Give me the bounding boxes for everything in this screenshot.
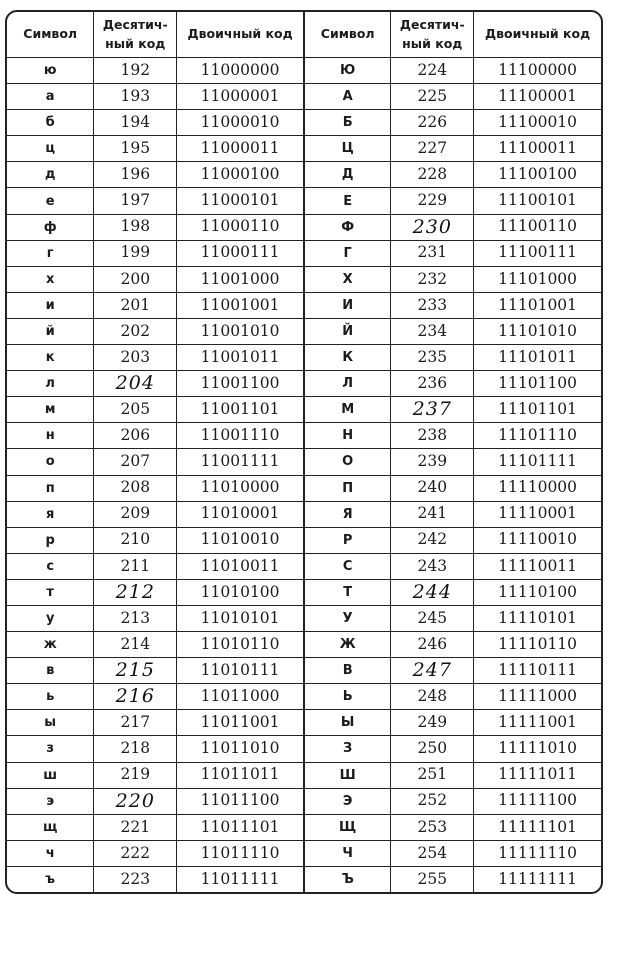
symbol-cell-right: К [304,345,391,371]
symbol-cell-left: к [7,345,94,371]
binary-cell-right: 11100000 [474,58,601,84]
symbol-cell-right: Д [304,162,391,188]
binary-cell-right: 11111000 [474,684,601,710]
binary-cell-left: 11011111 [177,866,304,892]
symbol-cell-right: Т [304,579,391,605]
decimal-cell-right: 236 [391,371,474,397]
table-row [7,84,601,110]
binary-cell-left: 11001101 [177,397,304,423]
table-row [7,475,601,501]
decimal-cell-left: 192 [94,58,177,84]
binary-cell-right: 11101110 [474,423,601,449]
table-row [7,371,601,397]
symbol-cell-right: Ж [304,632,391,658]
symbol-cell-left: ъ [7,866,94,892]
table-row [7,58,601,84]
symbol-cell-right: Б [304,110,391,136]
decimal-cell-right: 232 [391,266,474,292]
decimal-cell-right: 237 [391,397,474,423]
symbol-cell-left: и [7,292,94,318]
binary-cell-right: 11101111 [474,449,601,475]
decimal-cell-left: 204 [94,371,177,397]
decimal-cell-left: 220 [94,788,177,814]
binary-cell-right: 11110000 [474,475,601,501]
decimal-cell-left: 215 [94,658,177,684]
decimal-cell-right: 229 [391,188,474,214]
binary-cell-left: 11011100 [177,788,304,814]
binary-cell-right: 11101010 [474,318,601,344]
binary-cell-left: 11010110 [177,632,304,658]
decimal-cell-left: 198 [94,214,177,240]
symbol-cell-left: ь [7,684,94,710]
binary-cell-left: 11010000 [177,475,304,501]
decimal-cell-left: 217 [94,710,177,736]
decimal-cell-right: 250 [391,736,474,762]
binary-cell-left: 11000010 [177,110,304,136]
decimal-cell-left: 222 [94,840,177,866]
decimal-cell-right: 249 [391,710,474,736]
symbol-cell-left: е [7,188,94,214]
decimal-cell-right: 233 [391,292,474,318]
table-row [7,579,601,605]
table-row [7,632,601,658]
binary-cell-right: 11101100 [474,371,601,397]
binary-cell-left: 11001111 [177,449,304,475]
symbol-cell-right: М [304,397,391,423]
symbol-cell-left: ш [7,762,94,788]
binary-cell-left: 11010010 [177,527,304,553]
decimal-cell-left: 194 [94,110,177,136]
table-row [7,136,601,162]
symbol-cell-left: с [7,553,94,579]
decimal-cell-right: 226 [391,110,474,136]
header-symbol-right: Символ [304,12,391,58]
decimal-cell-right: 253 [391,814,474,840]
decimal-cell-right: 231 [391,240,474,266]
symbol-cell-right: Щ [304,814,391,840]
symbol-cell-right: Х [304,266,391,292]
symbol-cell-left: ж [7,632,94,658]
binary-cell-right: 11100110 [474,214,601,240]
decimal-cell-right: 251 [391,762,474,788]
decimal-cell-left: 223 [94,866,177,892]
header-symbol-left: Символ [7,12,94,58]
table-row [7,501,601,527]
table-row [7,423,601,449]
decimal-cell-right: 245 [391,605,474,631]
decimal-cell-right: 228 [391,162,474,188]
decimal-cell-right: 225 [391,84,474,110]
binary-cell-right: 11100010 [474,110,601,136]
decimal-cell-right: 234 [391,318,474,344]
symbol-cell-left: щ [7,814,94,840]
symbol-cell-right: Е [304,188,391,214]
symbol-cell-left: э [7,788,94,814]
decimal-cell-left: 201 [94,292,177,318]
symbol-cell-right: Я [304,501,391,527]
symbol-cell-right: Н [304,423,391,449]
table-row [7,110,601,136]
binary-cell-right: 11101101 [474,397,601,423]
table-row [7,736,601,762]
symbol-cell-right: Ц [304,136,391,162]
binary-cell-left: 11011000 [177,684,304,710]
symbol-cell-left: у [7,605,94,631]
decimal-cell-right: 227 [391,136,474,162]
binary-cell-left: 11001010 [177,318,304,344]
symbol-cell-left: т [7,579,94,605]
table-row [7,397,601,423]
binary-cell-right: 11111001 [474,710,601,736]
binary-cell-right: 11111101 [474,814,601,840]
binary-cell-left: 11000100 [177,162,304,188]
symbol-cell-right: Э [304,788,391,814]
decimal-cell-right: 240 [391,475,474,501]
symbol-cell-left: о [7,449,94,475]
decimal-cell-right: 252 [391,788,474,814]
binary-cell-left: 11011010 [177,736,304,762]
decimal-cell-right: 238 [391,423,474,449]
binary-cell-right: 11110100 [474,579,601,605]
table-row [7,318,601,344]
symbol-cell-left: в [7,658,94,684]
symbol-cell-left: л [7,371,94,397]
encoding-table-frame [5,10,603,894]
table-row [7,658,601,684]
symbol-cell-right: Л [304,371,391,397]
symbol-cell-left: н [7,423,94,449]
binary-cell-right: 11101000 [474,266,601,292]
decimal-cell-left: 210 [94,527,177,553]
binary-cell-right: 11100011 [474,136,601,162]
binary-cell-left: 11000011 [177,136,304,162]
symbol-cell-right: Ы [304,710,391,736]
table-row [7,840,601,866]
symbol-cell-left: п [7,475,94,501]
binary-cell-left: 11000110 [177,214,304,240]
decimal-cell-right: 255 [391,866,474,892]
decimal-cell-right: 242 [391,527,474,553]
symbol-cell-left: з [7,736,94,762]
decimal-cell-left: 221 [94,814,177,840]
decimal-cell-right: 224 [391,58,474,84]
symbol-cell-right: П [304,475,391,501]
table-row [7,449,601,475]
table-header-row [7,12,601,58]
symbol-cell-left: я [7,501,94,527]
binary-cell-left: 11001100 [177,371,304,397]
table-row [7,814,601,840]
decimal-cell-left: 209 [94,501,177,527]
table-row [7,292,601,318]
decimal-cell-left: 197 [94,188,177,214]
binary-cell-left: 11011011 [177,762,304,788]
binary-cell-left: 11001011 [177,345,304,371]
decimal-cell-left: 214 [94,632,177,658]
decimal-cell-left: 218 [94,736,177,762]
table-body [7,58,601,893]
binary-cell-left: 11000101 [177,188,304,214]
binary-cell-left: 11001000 [177,266,304,292]
binary-cell-right: 11110001 [474,501,601,527]
symbol-cell-right: И [304,292,391,318]
symbol-cell-right: Ш [304,762,391,788]
decimal-cell-left: 206 [94,423,177,449]
symbol-cell-left: х [7,266,94,292]
decimal-cell-left: 211 [94,553,177,579]
header-decimal-right: Десятич-ный код [391,12,474,58]
symbol-cell-left: г [7,240,94,266]
decimal-cell-left: 208 [94,475,177,501]
table-row [7,214,601,240]
symbol-cell-left: ф [7,214,94,240]
table-row [7,162,601,188]
decimal-cell-left: 202 [94,318,177,344]
header-binary-left: Двоичный код [177,12,304,58]
header-decimal-left: Десятич-ный код [94,12,177,58]
binary-cell-right: 11100101 [474,188,601,214]
symbol-cell-right: Ъ [304,866,391,892]
decimal-cell-left: 219 [94,762,177,788]
symbol-cell-right: З [304,736,391,762]
binary-cell-right: 11101011 [474,345,601,371]
decimal-cell-left: 200 [94,266,177,292]
decimal-cell-right: 241 [391,501,474,527]
decimal-cell-left: 207 [94,449,177,475]
binary-cell-right: 11111010 [474,736,601,762]
table-row [7,788,601,814]
symbol-cell-left: р [7,527,94,553]
decimal-cell-right: 235 [391,345,474,371]
decimal-cell-right: 230 [391,214,474,240]
symbol-cell-right: У [304,605,391,631]
symbol-cell-left: а [7,84,94,110]
table-row [7,553,601,579]
binary-cell-right: 11111011 [474,762,601,788]
symbol-cell-right: А [304,84,391,110]
decimal-cell-right: 243 [391,553,474,579]
encoding-table [7,12,601,892]
decimal-cell-left: 199 [94,240,177,266]
symbol-cell-right: Ю [304,58,391,84]
binary-cell-left: 11010101 [177,605,304,631]
binary-cell-left: 11010011 [177,553,304,579]
symbol-cell-left: б [7,110,94,136]
symbol-cell-left: ч [7,840,94,866]
decimal-cell-left: 193 [94,84,177,110]
binary-cell-left: 11000001 [177,84,304,110]
binary-cell-left: 11001001 [177,292,304,318]
symbol-cell-right: В [304,658,391,684]
symbol-cell-right: Р [304,527,391,553]
header-binary-right: Двоичный код [474,12,601,58]
decimal-cell-right: 247 [391,658,474,684]
binary-cell-right: 11101001 [474,292,601,318]
binary-cell-right: 11110101 [474,605,601,631]
symbol-cell-left: м [7,397,94,423]
table-row [7,188,601,214]
binary-cell-left: 11010111 [177,658,304,684]
table-row [7,762,601,788]
table-row [7,240,601,266]
binary-cell-left: 11010001 [177,501,304,527]
table-row [7,605,601,631]
table-row [7,866,601,892]
decimal-cell-left: 213 [94,605,177,631]
symbol-cell-right: С [304,553,391,579]
decimal-cell-right: 246 [391,632,474,658]
symbol-cell-left: ю [7,58,94,84]
table-row [7,345,601,371]
table-row [7,266,601,292]
decimal-cell-left: 203 [94,345,177,371]
binary-cell-right: 11111111 [474,866,601,892]
symbol-cell-left: й [7,318,94,344]
decimal-cell-left: 212 [94,579,177,605]
binary-cell-left: 11010100 [177,579,304,605]
symbol-cell-right: Ф [304,214,391,240]
binary-cell-right: 11100001 [474,84,601,110]
symbol-cell-right: Ь [304,684,391,710]
decimal-cell-right: 248 [391,684,474,710]
binary-cell-left: 11001110 [177,423,304,449]
binary-cell-right: 11110010 [474,527,601,553]
binary-cell-right: 11111110 [474,840,601,866]
symbol-cell-left: ц [7,136,94,162]
binary-cell-right: 11111100 [474,788,601,814]
decimal-cell-left: 216 [94,684,177,710]
decimal-cell-left: 196 [94,162,177,188]
decimal-cell-right: 244 [391,579,474,605]
table-row [7,710,601,736]
symbol-cell-left: ы [7,710,94,736]
binary-cell-left: 11011110 [177,840,304,866]
decimal-cell-right: 254 [391,840,474,866]
symbol-cell-right: Й [304,318,391,344]
binary-cell-right: 11110110 [474,632,601,658]
symbol-cell-right: Ч [304,840,391,866]
decimal-cell-right: 239 [391,449,474,475]
binary-cell-left: 11011101 [177,814,304,840]
decimal-cell-left: 205 [94,397,177,423]
decimal-cell-left: 195 [94,136,177,162]
binary-cell-left: 11011001 [177,710,304,736]
symbol-cell-right: Г [304,240,391,266]
symbol-cell-left: д [7,162,94,188]
binary-cell-right: 11110111 [474,658,601,684]
table-row [7,527,601,553]
binary-cell-right: 11100111 [474,240,601,266]
binary-cell-right: 11110011 [474,553,601,579]
table-row [7,684,601,710]
symbol-cell-right: О [304,449,391,475]
binary-cell-left: 11000111 [177,240,304,266]
binary-cell-left: 11000000 [177,58,304,84]
binary-cell-right: 11100100 [474,162,601,188]
